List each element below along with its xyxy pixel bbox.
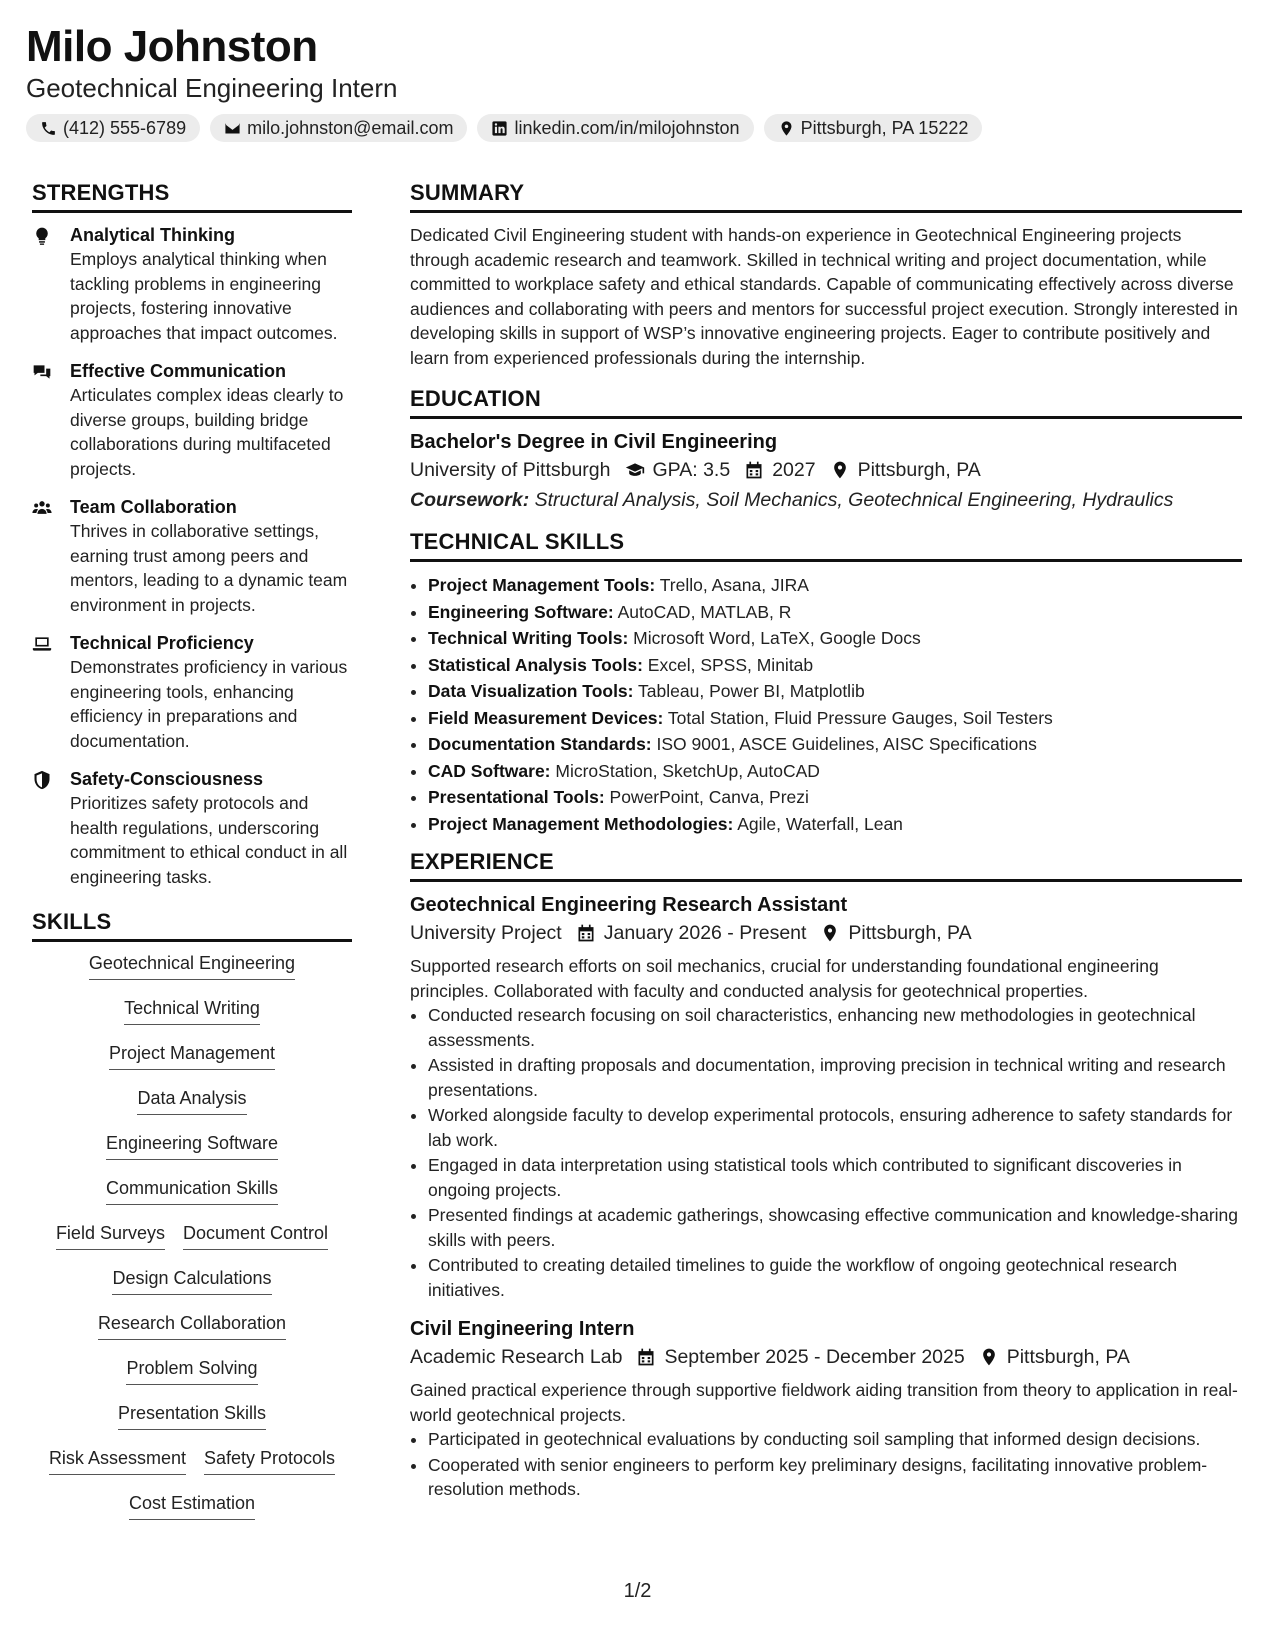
tech-skill-value: Trello, Asana, JIRA (659, 575, 809, 595)
job-bullet: • Presented findings at academic gatherings, showcasing effective communication and knowledge-sharing skills with peers. (428, 1203, 1242, 1252)
candidate-name: Milo Johnston (26, 22, 318, 71)
tech-skill-label: Presentational Tools: (428, 787, 605, 807)
job-bullet: • Engaged in data interpretation using statistical tools which contributed to significant discoveries in ongoing projects. (428, 1153, 1242, 1202)
graduation-cap-icon (625, 460, 645, 480)
tech-skill-label: Documentation Standards: (428, 734, 652, 754)
phone-icon (40, 120, 57, 137)
tech-skill-label: Field Measurement Devices: (428, 707, 664, 728)
left-column (32, 180, 352, 1537)
education-heading: EDUCATION (410, 386, 1242, 419)
tech-skill-item (428, 811, 1242, 838)
tech-skill-item (428, 678, 1242, 705)
calendar-icon (636, 1347, 656, 1367)
tech-skill-value: Tableau, Power BI, Matplotlib (638, 681, 865, 701)
tech-skill-value: PowerPoint, Canva, Prezi (609, 787, 809, 807)
lightbulb-icon (32, 226, 52, 246)
skill-tag: Safety Protocols (204, 1447, 335, 1475)
tech-skill-item (428, 652, 1242, 679)
shield-icon (32, 770, 52, 790)
skills-list (32, 952, 352, 1537)
job-title: Geotechnical Engineering Research Assistant (410, 894, 848, 916)
linkedin-icon (491, 120, 508, 137)
skill-tag: Cost Estimation (129, 1492, 255, 1520)
location-pin-icon (979, 1347, 999, 1367)
strength-title: Effective Communication (70, 361, 287, 381)
strength-item (32, 223, 352, 345)
strengths-heading: STRENGTHS (32, 180, 352, 213)
strength-title: Safety-Consciousness (70, 769, 264, 789)
tech-skill-label: CAD Software: (428, 760, 551, 781)
tech-skill-value: ISO 9001, ASCE Guidelines, AISC Specifications (656, 734, 1037, 754)
tech-skill-item (428, 784, 1242, 811)
job-org: Academic Research Lab (410, 1346, 623, 1368)
contact-bar (26, 114, 982, 142)
right-column (410, 180, 1242, 1516)
contact-linkedin[interactable] (477, 114, 753, 142)
skill-tag: Data Analysis (137, 1087, 246, 1115)
skill-tag: Document Control (183, 1222, 328, 1250)
degree-title: Bachelor's Degree in Civil Engineering (410, 431, 778, 453)
tech-skill-item (428, 758, 1242, 785)
job-bullet: • Cooperated with senior engineers to perform key preliminary designs, facilitating innovative problem-resolution methods. (428, 1453, 1242, 1502)
tech-skill-item (428, 731, 1242, 758)
strength-desc: Demonstrates proficiency in various engineering tools, enhancing efficiency in preparations and documentation. (70, 657, 348, 751)
page-number: 1/2 (623, 1580, 652, 1602)
job-dates: January 2026 - Present (603, 922, 807, 944)
skill-tag: Project Management (109, 1042, 275, 1070)
location-pin-icon (820, 923, 840, 943)
tech-skill-value: Microsoft Word, LaTeX, Google Docs (633, 628, 921, 648)
strength-item (32, 495, 352, 617)
job-bullet: • Assisted in drafting proposals and documentation, improving precision in technical writing and research presentations. (428, 1053, 1242, 1102)
laptop-icon (32, 634, 52, 654)
job-bullets (410, 1003, 1242, 1302)
graduation-year: 2027 (772, 459, 816, 481)
job-location: Pittsburgh, PA (848, 922, 972, 944)
job-meta (410, 1342, 1242, 1372)
chat-bubbles-icon (32, 362, 52, 382)
strength-item (32, 359, 352, 481)
technical-skills-heading: TECHNICAL SKILLS (410, 529, 1242, 562)
skills-heading: SKILLS (32, 909, 352, 942)
summary-text: Dedicated Civil Engineering student with hands-on experience in Geotechnical Engineering projects through academic research and teamwork. Skilled in technical writing and project documentation, while committed to workplace safety and ethical standards. Capable of communicating effectively across diverse audiences and collaborating with peers and mentors for successful project execution. Strongly interested in developing skills in support of WSP’s innovative engineering projects. Eager to contribute positively and learn from experienced professionals during the internship. (410, 225, 1238, 368)
job-description: Supported research efforts on soil mechanics, crucial for understanding foundational engineering principles. Collaborated with faculty and conducted analysis for geotechnical properties. (410, 956, 1159, 1001)
contact-email-text: milo.johnston@email.com (247, 118, 454, 138)
tech-skill-value: Total Station, Fluid Pressure Gauges, Soil Testers (667, 707, 1053, 728)
strength-desc: Thrives in collaborative settings, earning trust among peers and mentors, leading to a dynamic team environment in projects. (70, 521, 348, 615)
job-title: Civil Engineering Intern (410, 1318, 635, 1340)
tech-skill-value: MicroStation, SketchUp, AutoCAD (555, 760, 820, 781)
school-name: University of Pittsburgh (410, 459, 611, 481)
tech-skill-value: Agile, Waterfall, Lean (737, 813, 903, 834)
tech-skill-label: Statistical Analysis Tools: (428, 654, 643, 675)
strength-desc: Articulates complex ideas clearly to diverse groups, building bridge collaborations during multifaceted projects. (70, 385, 344, 479)
experience-heading: EXPERIENCE (410, 849, 1242, 882)
summary-heading: SUMMARY (410, 180, 1242, 213)
tech-skill-value: AutoCAD, MATLAB, R (617, 601, 792, 622)
job-bullet: • Contributed to creating detailed timelines to guide the workflow of ongoing geotechnical research initiatives. (428, 1253, 1242, 1302)
tech-skill-item (428, 625, 1242, 652)
job-dates: September 2025 - December 2025 (664, 1346, 965, 1368)
tech-skill-label: Technical Writing Tools: (428, 628, 629, 648)
skill-tag: Geotechnical Engineering (89, 952, 295, 980)
tech-skill-label: Engineering Software: (428, 601, 614, 622)
job-bullet: • Conducted research focusing on soil characteristics, enhancing new methodologies in geotechnical assessments. (428, 1003, 1242, 1052)
calendar-icon (576, 923, 596, 943)
experience-entry (410, 1316, 1242, 1502)
tech-skill-label: Data Visualization Tools: (428, 681, 634, 701)
users-icon (32, 498, 52, 518)
contact-location (764, 114, 983, 142)
strength-title: Technical Proficiency (70, 633, 254, 653)
tech-skill-label: Project Management Tools: (428, 575, 656, 595)
experience-entry (410, 892, 1242, 1302)
strength-item (32, 767, 352, 889)
skill-tag: Problem Solving (126, 1357, 257, 1385)
education-meta (410, 455, 1242, 485)
tech-skill-item (428, 705, 1242, 732)
tech-skill-item (428, 599, 1242, 626)
strength-item (32, 631, 352, 753)
strength-desc: Employs analytical thinking when tackling problems in engineering projects, fostering innovative approaches that impact outcomes. (70, 249, 338, 343)
technical-skills-list (410, 572, 1242, 837)
skill-tag: Field Surveys (56, 1222, 165, 1250)
coursework (410, 485, 1242, 515)
contact-location-text: Pittsburgh, PA 15222 (800, 118, 969, 138)
candidate-title: Geotechnical Engineering Intern (26, 73, 398, 103)
calendar-icon (744, 460, 764, 480)
contact-linkedin-text: linkedin.com/in/milojohnston (514, 118, 740, 138)
location-pin-icon (778, 120, 795, 137)
coursework-label: Coursework: (410, 489, 530, 511)
contact-phone-text: (412) 555-6789 (63, 118, 187, 138)
skill-tag: Technical Writing (124, 997, 260, 1025)
strength-desc: Prioritizes safety protocols and health regulations, underscoring commitment to ethical conduct in all engineering tasks. (70, 793, 348, 887)
tech-skill-label: Project Management Methodologies: (428, 813, 734, 834)
coursework-list: Structural Analysis, Soil Mechanics, Geotechnical Engineering, Hydraulics (534, 489, 1174, 511)
skill-tag: Research Collaboration (98, 1312, 286, 1340)
skill-tag: Presentation Skills (118, 1402, 266, 1430)
job-bullet: • Participated in geotechnical evaluations by conducting soil sampling that informed design decisions. (428, 1427, 1242, 1452)
tech-skill-item (428, 572, 1242, 599)
education-location: Pittsburgh, PA (857, 459, 981, 481)
contact-phone[interactable] (26, 114, 200, 142)
job-location: Pittsburgh, PA (1006, 1346, 1130, 1368)
strength-title: Analytical Thinking (70, 225, 236, 245)
skill-tag: Engineering Software (106, 1132, 278, 1160)
skill-tag: Risk Assessment (49, 1447, 186, 1475)
tech-skill-value: Excel, SPSS, Minitab (647, 654, 814, 675)
skill-tag: Communication Skills (106, 1177, 278, 1205)
gpa: GPA: 3.5 (652, 459, 731, 481)
skill-tag: Design Calculations (112, 1267, 271, 1295)
job-description: Gained practical experience through supportive fieldwork aiding transition from theory to application in real-world geotechnical projects. (410, 1380, 1238, 1425)
contact-email[interactable] (210, 114, 467, 142)
envelope-icon (224, 120, 241, 137)
job-org: University Project (410, 922, 562, 944)
location-pin-icon (830, 460, 850, 480)
strength-title: Team Collaboration (70, 497, 237, 517)
job-bullets (410, 1427, 1242, 1502)
job-meta (410, 918, 1242, 948)
job-bullet: • Worked alongside faculty to develop experimental protocols, ensuring adherence to safety standards for lab work. (428, 1103, 1242, 1152)
